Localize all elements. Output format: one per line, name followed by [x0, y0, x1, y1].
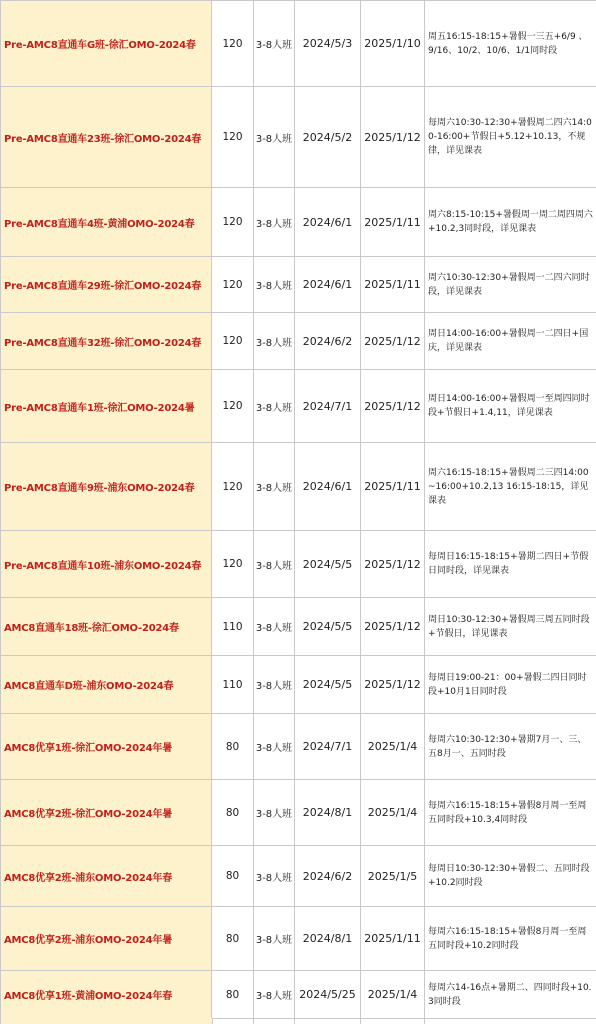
- course-name: Pre-AMC8直通车9班-浦东OMO-2024春: [1, 443, 212, 531]
- course-name: Pre-AMC8直通车1班-徐汇OMO-2024暑: [1, 370, 212, 443]
- course-name: AMC8优享2班-浦东OMO-2024年春: [1, 846, 212, 907]
- class-size: 3-8人班: [254, 188, 295, 257]
- start-date: 2024/8/1: [295, 780, 361, 846]
- start-date: 2024/6/2: [295, 313, 361, 370]
- course-hours: 80: [212, 714, 254, 780]
- end-date: 2025/1/11: [361, 257, 425, 313]
- course-name: Pre-AMC8直通车G班-徐汇OMO-2024春: [1, 1, 212, 87]
- class-size: 3-8人班: [254, 443, 295, 531]
- start-date: 2024/8/1: [295, 907, 361, 971]
- schedule-text: 周日14:00-16:00+暑假周一至周四同时段+节假日+1.4,11，详见课表: [425, 370, 596, 443]
- start-date: 2024/5/5: [295, 598, 361, 656]
- partial-cell: [360, 1018, 425, 1024]
- table-row: [1, 370, 596, 443]
- partial-cell: [211, 1018, 254, 1024]
- schedule-text: 周日14:00-16:00+暑假周一二四日+国庆，详见课表: [425, 313, 596, 370]
- schedule-text: 每周日19:00-21：00+暑假二四日同时段+10月1日同时段: [425, 656, 596, 714]
- course-hours: 120: [212, 1, 254, 87]
- table-row: [1, 443, 596, 531]
- class-size: 3-8人班: [254, 370, 295, 443]
- schedule-text: 每周六14-16点+暑期二、四同时段+10.3同时段: [425, 971, 596, 1019]
- class-size: 3-8人班: [254, 714, 295, 780]
- schedule-text: 周日10:30-12:30+暑假周三周五同时段+节假日，详见课表: [425, 598, 596, 656]
- table-row: [1, 846, 596, 907]
- end-date: 2025/1/12: [361, 531, 425, 598]
- start-date: 2024/5/3: [295, 1, 361, 87]
- course-name: Pre-AMC8直通车23班-徐汇OMO-2024春: [1, 87, 212, 188]
- table-row: [1, 971, 596, 1019]
- course-name: AMC8优享2班-徐汇OMO-2024年暑: [1, 780, 212, 846]
- course-name: Pre-AMC8直通车29班-徐汇OMO-2024春: [1, 257, 212, 313]
- start-date: 2024/5/5: [295, 531, 361, 598]
- partial-cell: [294, 1018, 361, 1024]
- start-date: 2024/6/2: [295, 846, 361, 907]
- schedule-text: 周五16:15-18:15+暑假一三五+6/9 、9/16、10/2、10/6、1/1同时段: [425, 1, 596, 87]
- start-date: 2024/7/1: [295, 714, 361, 780]
- end-date: 2025/1/12: [361, 598, 425, 656]
- start-date: 2024/6/1: [295, 443, 361, 531]
- end-date: 2025/1/4: [361, 780, 425, 846]
- course-hours: 120: [212, 257, 254, 313]
- partial-cell: [253, 1018, 295, 1024]
- class-size: 3-8人班: [254, 846, 295, 907]
- schedule-text: 每周六10:30-12:30+暑期7月一、三、五8月一、五同时段: [425, 714, 596, 780]
- class-size: 3-8人班: [254, 257, 295, 313]
- class-size: 3-8人班: [254, 87, 295, 188]
- course-hours: 120: [212, 313, 254, 370]
- class-size: 3-8人班: [254, 780, 295, 846]
- course-hours: 80: [212, 971, 254, 1019]
- course-name: AMC8优享1班-徐汇OMO-2024年暑: [1, 714, 212, 780]
- start-date: 2024/6/1: [295, 188, 361, 257]
- schedule-text: 周六8:15-10:15+暑假周一周二周四周六+10.2,3同时段，详见课表: [425, 188, 596, 257]
- schedule-text: 每周日16:15-18:15+暑期二四日+节假日同时段，详见课表: [425, 531, 596, 598]
- end-date: 2025/1/11: [361, 907, 425, 971]
- class-size: 3-8人班: [254, 1, 295, 87]
- end-date: 2025/1/4: [361, 971, 425, 1019]
- class-size: 3-8人班: [254, 313, 295, 370]
- schedule-text: 每周六10:30-12:30+暑假周二四六14:00-16:00+节假日+5.12+10.13，不规律，详见课表: [425, 87, 596, 188]
- class-size: 3-8人班: [254, 907, 295, 971]
- end-date: 2025/1/12: [361, 656, 425, 714]
- table-row: [1, 87, 596, 188]
- course-name: AMC8直通车D班-浦东OMO-2024春: [1, 656, 212, 714]
- table-row: [1, 531, 596, 598]
- next-row-partial: [0, 1018, 596, 1024]
- partial-name-cell: [0, 1018, 213, 1024]
- schedule-text: 每周六16:15-18:15+暑假8月周一至周五同时段+10.2同时段: [425, 907, 596, 971]
- start-date: 2024/7/1: [295, 370, 361, 443]
- class-size: 3-8人班: [254, 531, 295, 598]
- course-hours: 110: [212, 656, 254, 714]
- course-hours: 120: [212, 443, 254, 531]
- course-hours: 80: [212, 780, 254, 846]
- course-hours: 120: [212, 87, 254, 188]
- course-hours: 80: [212, 846, 254, 907]
- schedule-text: 周六10:30-12:30+暑假周一二四六同时段，详见课表: [425, 257, 596, 313]
- course-name: Pre-AMC8直通车32班-徐汇OMO-2024春: [1, 313, 212, 370]
- end-date: 2025/1/11: [361, 188, 425, 257]
- table-row: [1, 1, 596, 87]
- end-date: 2025/1/11: [361, 443, 425, 531]
- course-hours: 120: [212, 370, 254, 443]
- table-row: [1, 780, 596, 846]
- table-row: [1, 188, 596, 257]
- schedule-text: 每周日10:30-12:30+暑假二、五同时段+10.2同时段: [425, 846, 596, 907]
- start-date: 2024/5/2: [295, 87, 361, 188]
- course-name: AMC8优享2班-浦东OMO-2024年暑: [1, 907, 212, 971]
- table-row: [1, 598, 596, 656]
- end-date: 2025/1/5: [361, 846, 425, 907]
- class-size: 3-8人班: [254, 598, 295, 656]
- course-name: Pre-AMC8直通车10班-浦东OMO-2024春: [1, 531, 212, 598]
- start-date: 2024/5/5: [295, 656, 361, 714]
- course-hours: 110: [212, 598, 254, 656]
- table-row: [1, 257, 596, 313]
- table-row: [1, 714, 596, 780]
- course-hours: 80: [212, 907, 254, 971]
- course-hours: 120: [212, 188, 254, 257]
- table-row: [1, 907, 596, 971]
- end-date: 2025/1/12: [361, 370, 425, 443]
- table-row: [1, 313, 596, 370]
- schedule-text: 每周六16:15-18:15+暑假8月周一至周五同时段+10.3,4同时段: [425, 780, 596, 846]
- course-name: Pre-AMC8直通车4班-黄浦OMO-2024春: [1, 188, 212, 257]
- start-date: 2024/5/25: [295, 971, 361, 1019]
- class-size: 3-8人班: [254, 971, 295, 1019]
- class-size: 3-8人班: [254, 656, 295, 714]
- end-date: 2025/1/12: [361, 87, 425, 188]
- course-name: AMC8优享1班-黄浦OMO-2024年春: [1, 971, 212, 1019]
- course-name: AMC8直通车18班-徐汇OMO-2024春: [1, 598, 212, 656]
- start-date: 2024/6/1: [295, 257, 361, 313]
- course-hours: 120: [212, 531, 254, 598]
- schedule-text: 周六16:15-18:15+暑假周二三四14:00~16:00+10.2,13 16:15-18:15，详见课表: [425, 443, 596, 531]
- table-row: [1, 656, 596, 714]
- end-date: 2025/1/4: [361, 714, 425, 780]
- end-date: 2025/1/12: [361, 313, 425, 370]
- end-date: 2025/1/10: [361, 1, 425, 87]
